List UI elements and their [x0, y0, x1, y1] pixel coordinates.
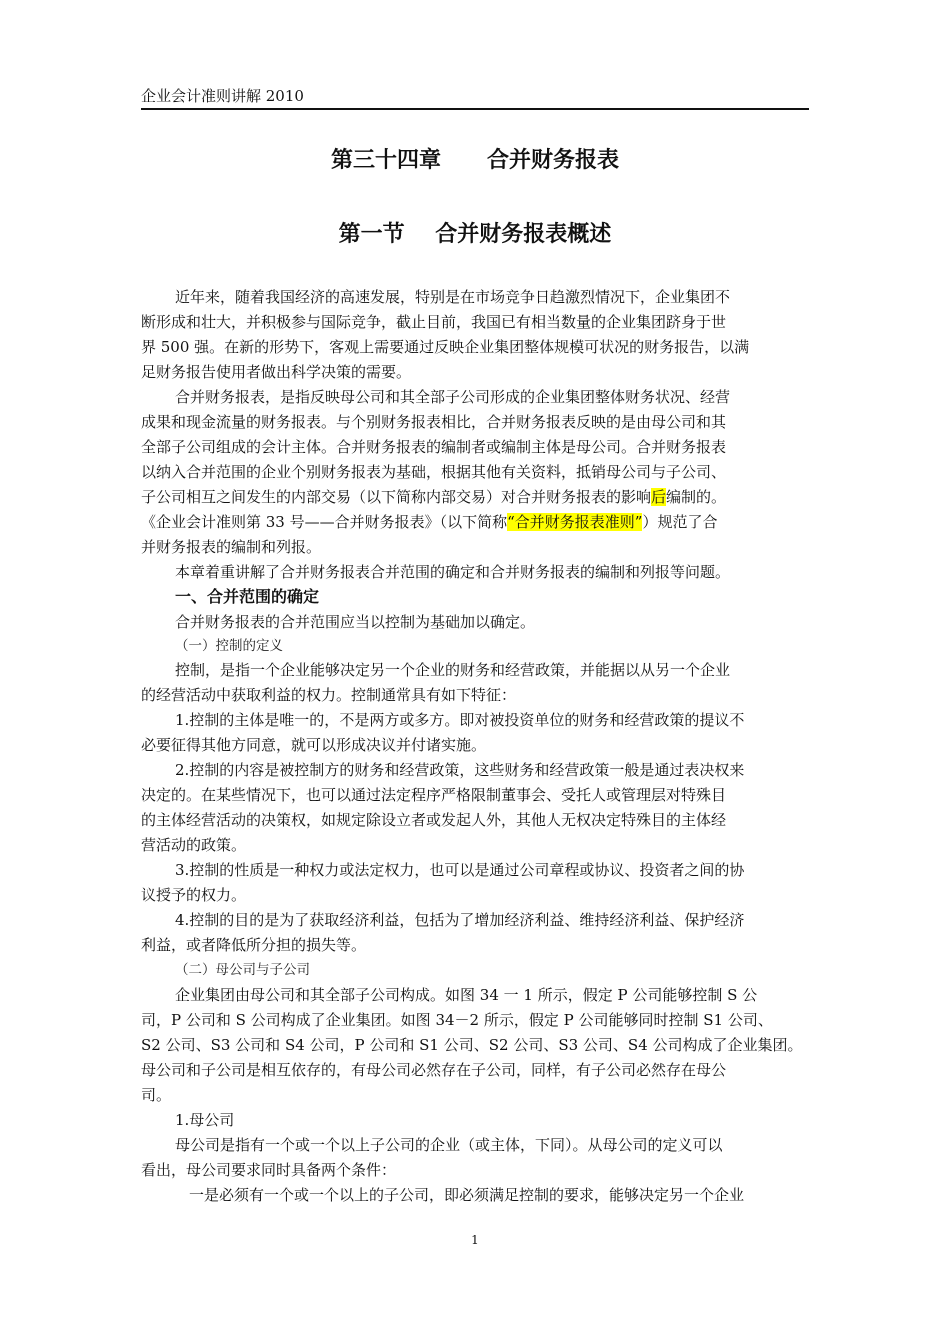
- paragraph-line: 4.控制的目的是为了获取经济利益，包括为了增加经济利益、维持经济利益、保护经济: [175, 911, 745, 929]
- subsection-heading: 一、合并范围的确定: [175, 587, 320, 606]
- chapter-title: 第三十四章 合并财务报表: [331, 148, 619, 173]
- paragraph-line: 议授予的权力。: [141, 886, 247, 904]
- header-text: 企业会计准则讲解 2010: [141, 87, 304, 105]
- paragraph-line: 看出，母公司要求同时具备两个条件：: [141, 1161, 397, 1179]
- running-header: [141, 86, 809, 110]
- paragraph-line: S2 公司、S3 公司和 S4 公司，P 公司和 S1 公司、S2 公司、S3 公司、S4 公司构成了企业集团。: [141, 1036, 803, 1054]
- paragraph-line: 1.控制的主体是唯一的，不是两方或多方。即对被投资单位的财务和经营政策的提议不: [175, 711, 745, 729]
- paragraph-line: 企业集团由母公司和其全部子公司构成。如图 34 一 1 所示，假定 P 公司能够控制 S 公: [175, 986, 758, 1004]
- paragraph-line: 界 500 强。在新的形势下，客观上需要通过反映企业集团整体规模可状况的财务报告，以满: [141, 338, 750, 356]
- sub-heading: （一）控制的定义: [175, 638, 283, 654]
- section-title: 第一节 合并财务报表概述: [338, 222, 612, 247]
- paragraph-line: 足财务报告使用者做出科学决策的需要。: [141, 363, 412, 381]
- paragraph-line: 的主体经营活动的决策权，如规定除设立者或发起人外，其他人无权决定特殊目的主体经: [141, 811, 727, 829]
- text-run: 编制的。: [666, 488, 727, 506]
- paragraph-line: 控制，是指一个企业能够决定另一个企业的财务和经营政策，并能据以从另一个企业: [175, 661, 731, 679]
- paragraph-line: [141, 510, 821, 534]
- paragraph-line: 成果和现金流量的财务报表。与个别财务报表相比，合并财务报表反映的是由母公司和其: [141, 413, 727, 431]
- paragraph-line: 必要征得其他方同意，就可以形成决议并付诸实施。: [141, 736, 487, 754]
- paragraph-line: 并财务报表的编制和列报。: [141, 538, 322, 556]
- page-number: 1: [471, 1233, 479, 1247]
- highlighted-text: “合并财务报表准则”: [507, 513, 643, 531]
- text-run: 子公司相互之间发生的内部交易（以下简称内部交易）对合并财务报表的影响: [141, 488, 652, 506]
- paragraph-line: 营活动的政策。: [141, 836, 247, 854]
- paragraph-line: 一是必须有一个或一个以上的子公司，即必须满足控制的要求，能够决定另一个企业: [189, 1186, 745, 1204]
- text-run: 《企业会计准则第 33 号——合并财务报表》（以下简称: [141, 513, 508, 531]
- paragraph-line: 司。: [141, 1086, 172, 1104]
- paragraph-line: 断形成和壮大，并积极参与国际竞争，截止目前，我国已有相当数量的企业集团跻身于世: [141, 313, 727, 331]
- paragraph-line: 合并财务报表的合并范围应当以控制为基础加以确定。: [175, 613, 536, 631]
- paragraph-line: 合并财务报表，是指反映母公司和其全部子公司形成的企业集团整体财务状况、经营: [175, 388, 731, 406]
- paragraph-line: 利益，或者降低所分担的损失等。: [141, 936, 367, 954]
- text-run: ）规范了合: [642, 513, 718, 531]
- sub-heading: （二）母公司与子公司: [175, 962, 310, 978]
- paragraph-line: 本章着重讲解了合并财务报表合并范围的确定和合并财务报表的编制和列报等问题。: [175, 563, 731, 581]
- paragraph-line: 近年来，随着我国经济的高速发展，特别是在市场竞争日趋激烈情况下，企业集团不: [175, 288, 731, 306]
- paragraph-line: 司，P 公司和 S 公司构成了企业集团。如图 34－2 所示，假定 P 公司能够同时控制 S1 公司、: [141, 1011, 773, 1029]
- paragraph-line: [141, 485, 821, 509]
- paragraph-line: 2.控制的内容是被控制方的财务和经营政策，这些财务和经营政策一般是通过表决权来: [175, 761, 745, 779]
- paragraph-line: 的经营活动中获取利益的权力。控制通常具有如下特征：: [141, 686, 517, 704]
- paragraph-line: 母公司和子公司是相互依存的，有母公司必然存在子公司，同样，有子公司必然存在母公: [141, 1061, 727, 1079]
- paragraph-line: 3.控制的性质是一种权力或法定权力，也可以是通过公司章程或协议、投资者之间的协: [175, 861, 745, 879]
- paragraph-line: 1.母公司: [175, 1111, 235, 1129]
- highlighted-text: 后: [651, 488, 667, 506]
- paragraph-line: 决定的。在某些情况下，也可以通过法定程序严格限制董事会、受托人或管理层对特殊目: [141, 786, 727, 804]
- paragraph-line: 全部子公司组成的会计主体。合并财务报表的编制者或编制主体是母公司。合并财务报表: [141, 438, 727, 456]
- paragraph-line: 母公司是指有一个或一个以上子公司的企业（或主体，下同）。从母公司的定义可以: [175, 1136, 723, 1154]
- paragraph-line: 以纳入合并范围的企业个别财务报表为基础，根据其他有关资料，抵销母公司与子公司、: [141, 463, 727, 481]
